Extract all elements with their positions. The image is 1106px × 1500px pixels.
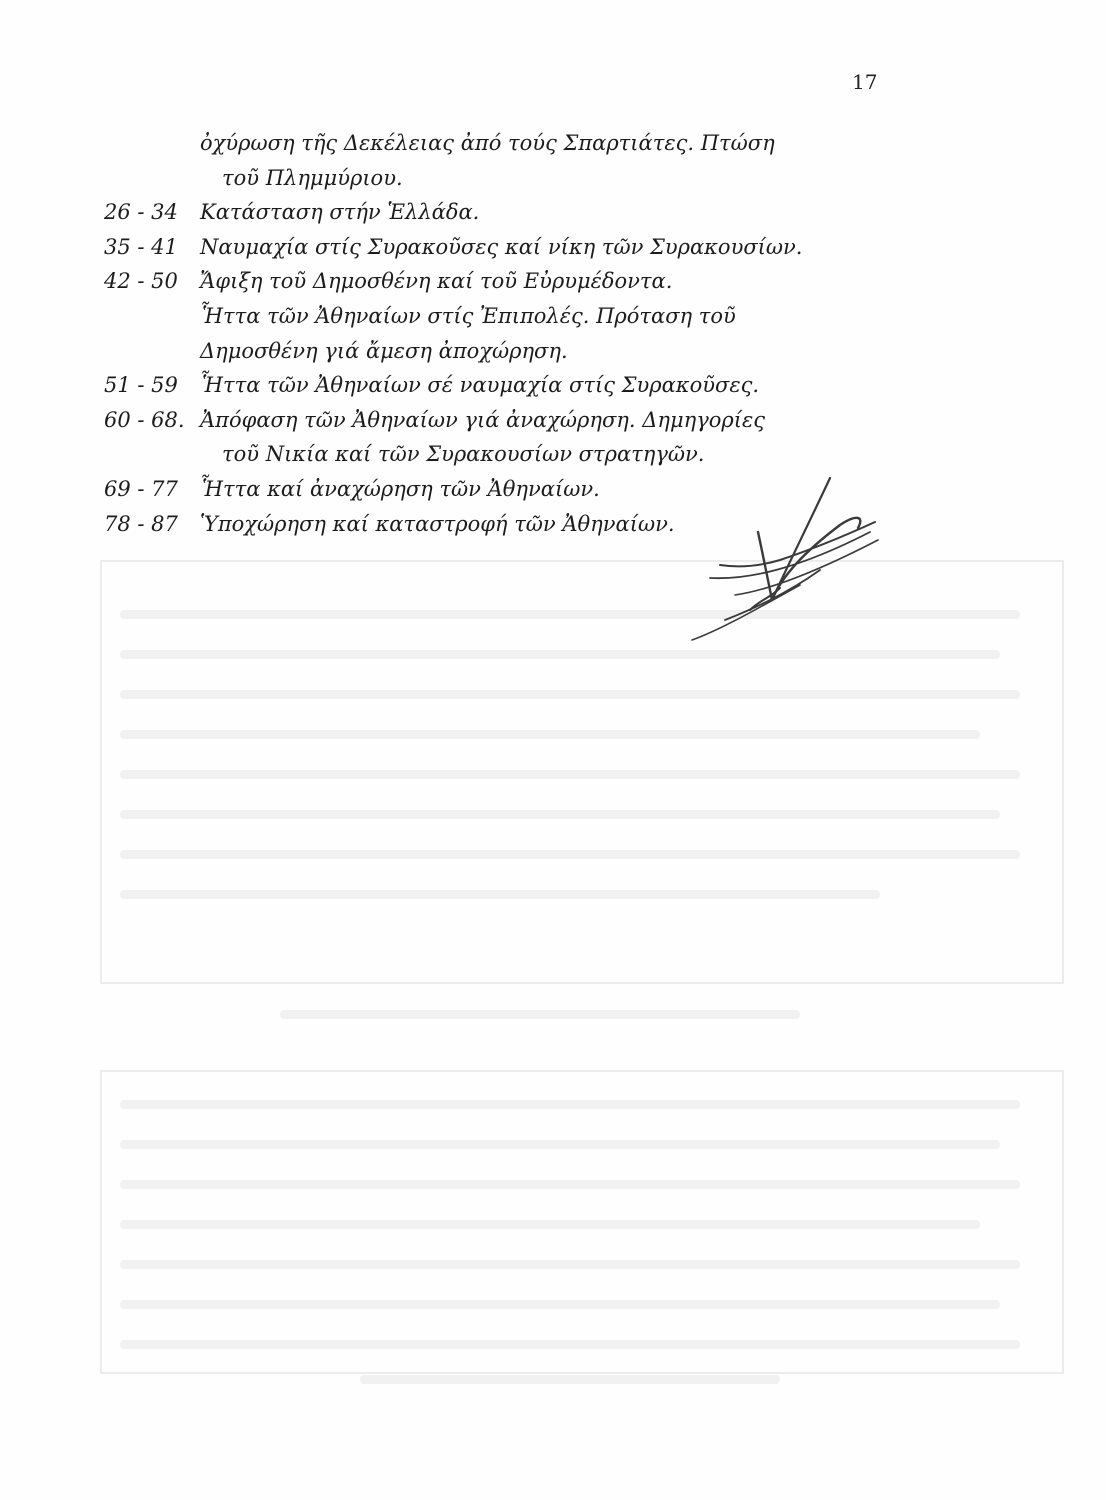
bleed-through-line (120, 1340, 1020, 1349)
toc-range: 60 - 68. (104, 407, 185, 432)
toc-line (104, 437, 904, 472)
toc-text: Ἀπόφαση τῶν Ἀθηναίων γιά ἀναχώρηση. Δημηγορίες (200, 407, 766, 432)
toc-text: Ἄφιξη τοῦ Δημοσθένη καί τοῦ Εὐρυμέδοντα. (200, 269, 673, 294)
toc-range: 26 - 34 (104, 200, 178, 225)
toc-line (104, 195, 904, 230)
bleed-through-line (120, 810, 1000, 819)
toc-line (104, 161, 904, 196)
toc-line (104, 230, 904, 265)
handwritten-signature (680, 470, 890, 660)
toc-text: Κατάσταση στήν Ἑλλάδα. (200, 200, 480, 225)
toc-line (104, 264, 904, 299)
bleed-through-line (120, 1180, 1020, 1189)
toc-text: Ἧττα τῶν Ἀθηναίων σέ ναυμαχία στίς Συρακοῦσες. (200, 373, 760, 398)
bleed-through-line (120, 690, 1020, 699)
bleed-through-line (120, 730, 980, 739)
toc-line (104, 403, 904, 438)
toc-text: Δημοσθένη γιά ἄμεση ἀποχώρηση. (200, 338, 568, 363)
bleed-through-line (120, 1260, 1020, 1269)
toc-line (104, 334, 904, 369)
bleed-through-line (120, 890, 880, 899)
toc-text: Ἧττα τῶν Ἀθηναίων στίς Ἐπιπολές. Πρόταση τοῦ (200, 303, 736, 328)
toc-text: Ἧττα καί ἀναχώρηση τῶν Ἀθηναίων. (200, 476, 600, 501)
toc-range: 51 - 59 (104, 373, 178, 398)
bleed-through-line (120, 1100, 1020, 1109)
toc-text: Ὑποχώρηση καί καταστροφή τῶν Ἀθηναίων. (200, 511, 675, 536)
toc-range: 78 - 87 (104, 511, 178, 536)
toc-text: τοῦ Νικία καί τῶν Συρακουσίων στρατηγῶν. (222, 442, 705, 467)
bleed-through-line (120, 1220, 980, 1229)
toc-text: ὀχύρωση τῆς Δεκέλειας ἀπό τούς Σπαρτιάτες. Πτώση (200, 131, 775, 155)
toc-text: τοῦ Πλημμύριου. (222, 165, 403, 190)
bleed-through-line (120, 850, 1020, 859)
page-number: 17 (852, 70, 878, 94)
toc-line (104, 126, 904, 161)
bleed-through-line (360, 1375, 780, 1384)
toc-text: Ναυμαχία στίς Συρακοῦσες καί νίκη τῶν Συρακουσίων. (200, 234, 803, 259)
bleed-through-line (120, 1140, 1000, 1149)
toc-range: 42 - 50 (104, 269, 178, 294)
toc-line (104, 299, 904, 334)
bleed-through-line (280, 1010, 800, 1019)
toc-range: 35 - 41 (104, 234, 178, 259)
bleed-through-line (120, 770, 1020, 779)
bleed-through-line (120, 1300, 1000, 1309)
toc-line (104, 368, 904, 403)
toc-range: 69 - 77 (104, 476, 178, 501)
